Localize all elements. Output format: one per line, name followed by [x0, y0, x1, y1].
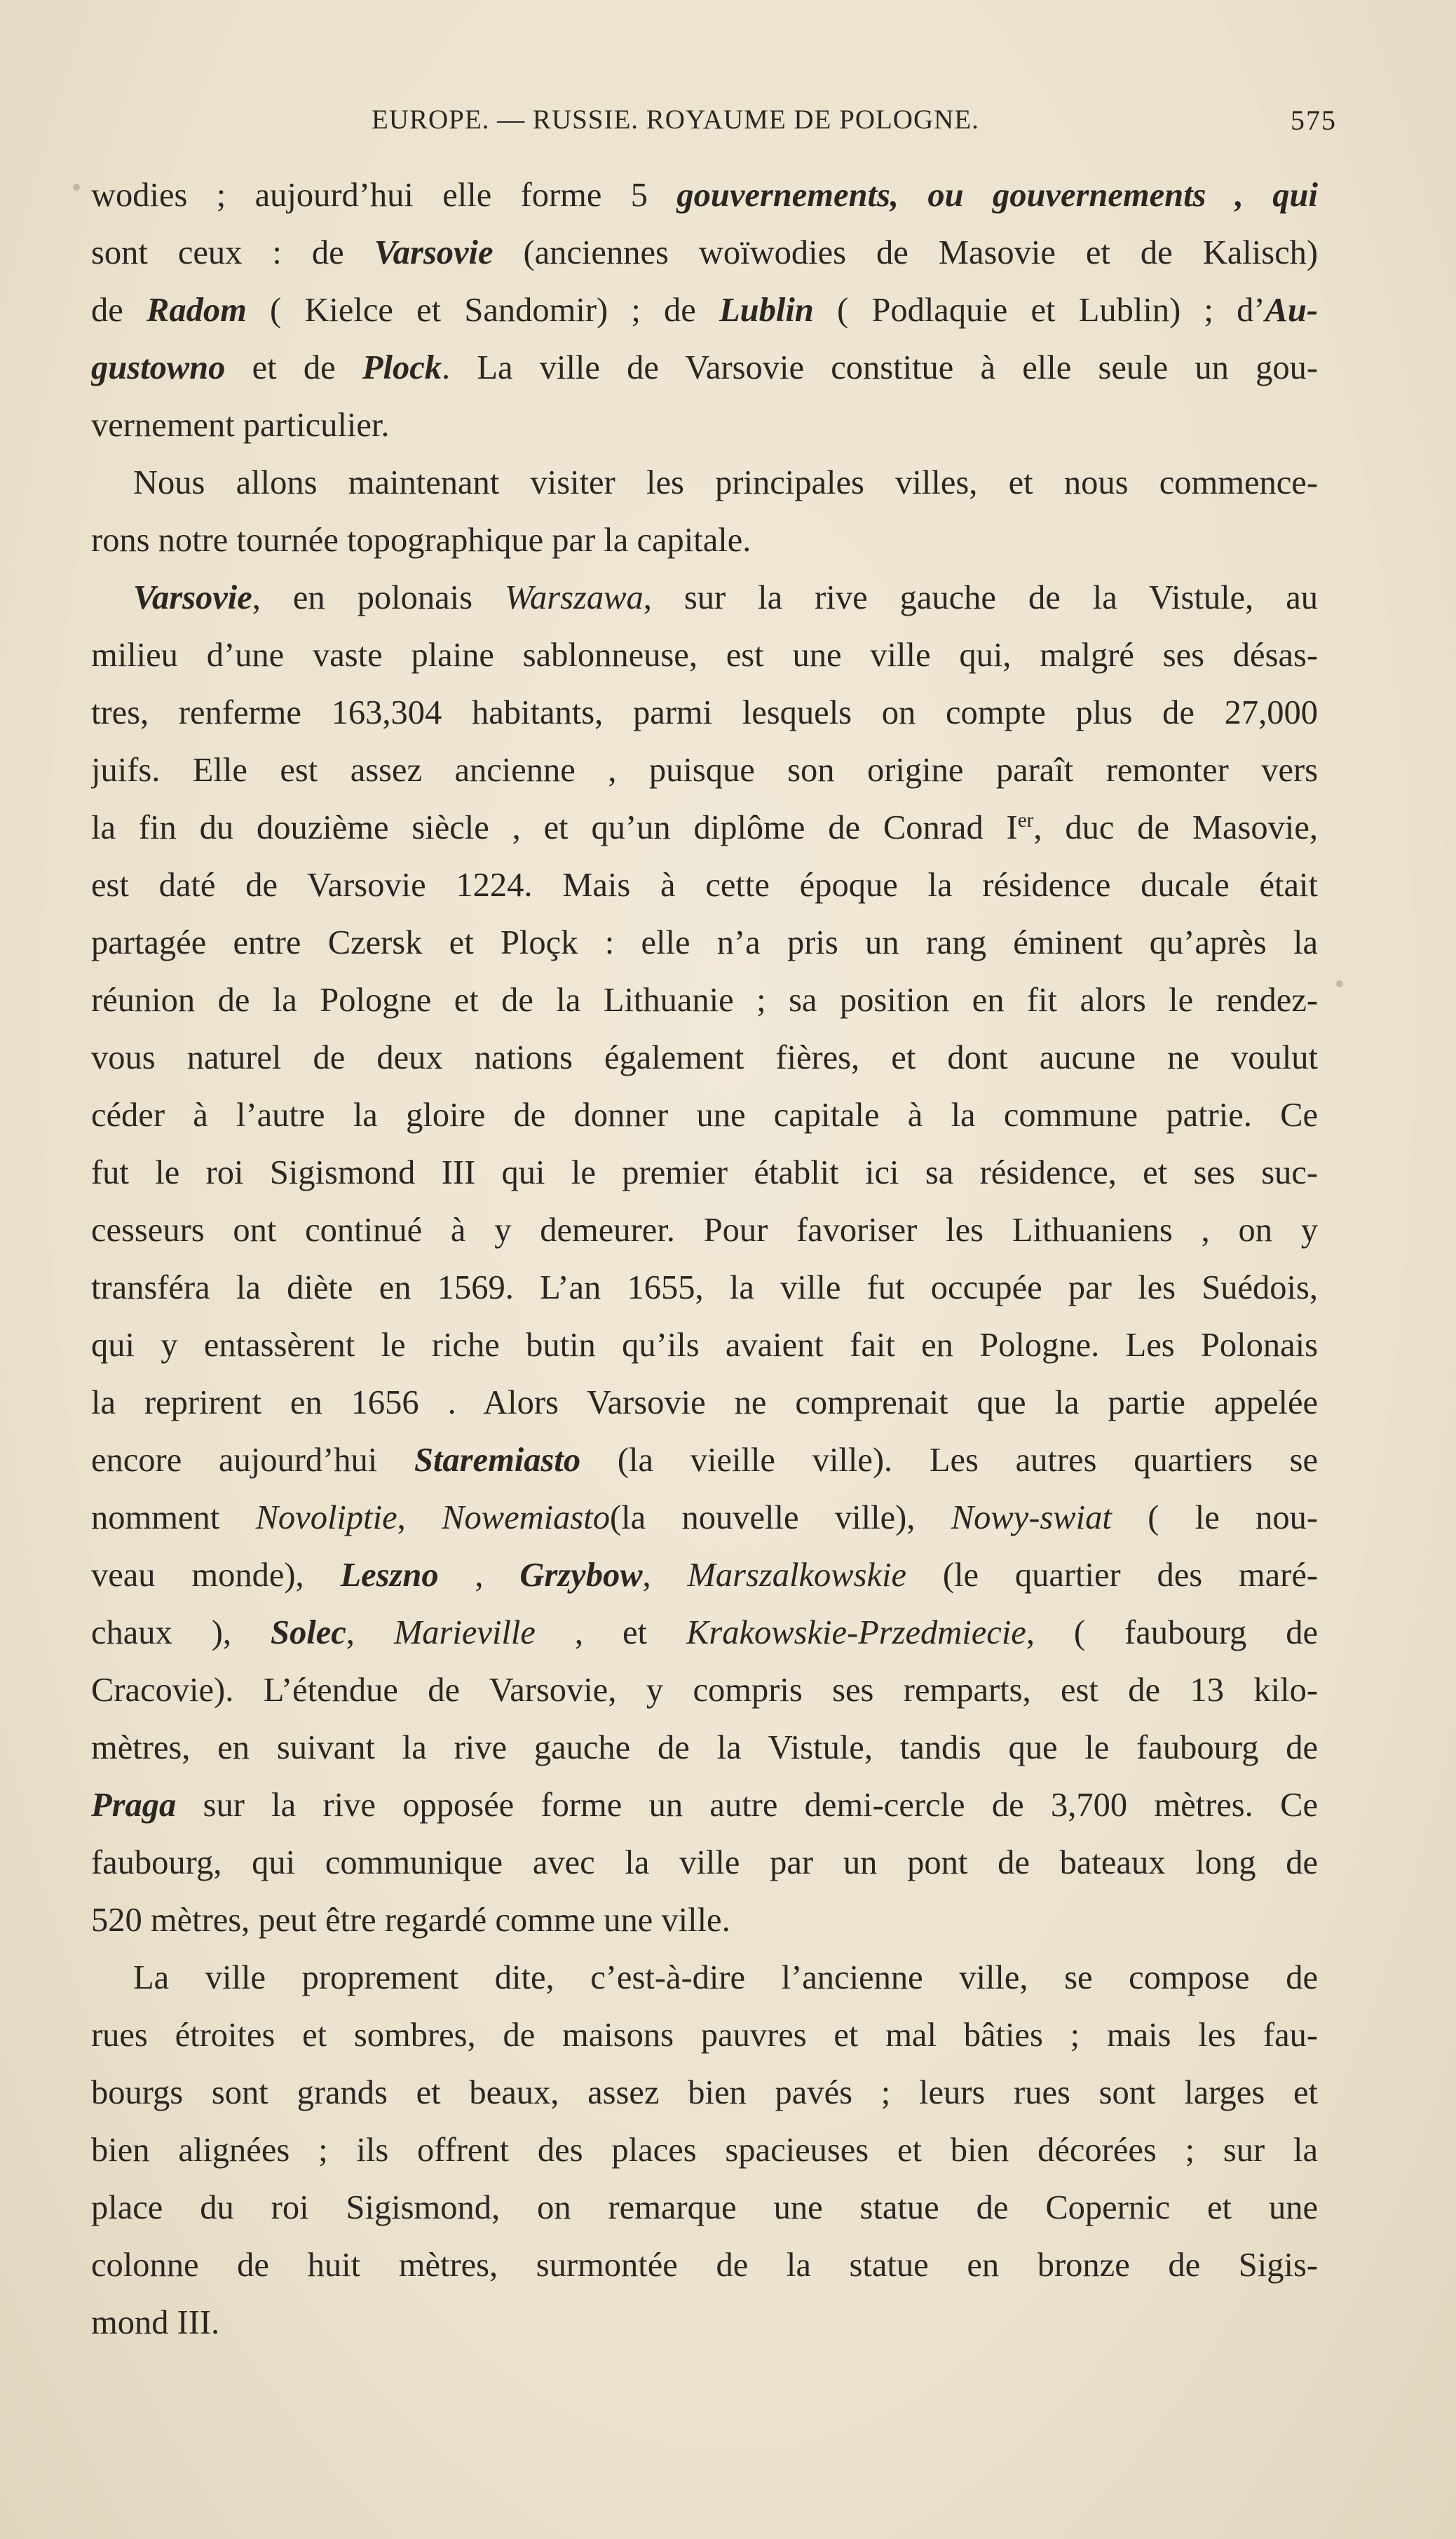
text-line: gustowno et de Plock. La ville de Varsovie constitue à elle seule un gou- [91, 349, 1318, 386]
text-line: de Radom ( Kielce et Sandomir) ; de Lublin ( Podlaquie et Lublin) ; d’Au- [91, 292, 1318, 329]
running-head [91, 104, 1337, 143]
text-line: encore aujourd’hui Staremiasto (la vieille ville). Les autres quartiers se [91, 1442, 1318, 1479]
text-line: chaux ), Solec, Marieville , et Krakowskie-Przedmiecie, ( faubourg de [91, 1614, 1318, 1651]
text-line: partagée entre Czersk et Ploçk : elle n’a pris un rang éminent qu’après la [91, 924, 1318, 961]
text-line: Cracovie). L’étendue de Varsovie, y compris ses remparts, est de 13 kilo- [91, 1672, 1318, 1709]
text-line: nomment Novoliptie, Nowemiasto(la nouvelle ville), Nowy-swiat ( le nou- [91, 1499, 1318, 1536]
text-line: 520 mètres, peut être regardé comme une ville. [91, 1902, 730, 1939]
text-line: fut le roi Sigismond III qui le premier établit ici sa résidence, et ses suc- [91, 1154, 1318, 1191]
text-line: réunion de la Pologne et de la Lithuanie ; sa position en fit alors le rendez- [91, 982, 1318, 1019]
text-line: la fin du douzième siècle , et qu’un diplôme de Conrad Ier, duc de Masovie, [91, 808, 1318, 846]
paper-speck [1336, 980, 1343, 987]
text-line: wodies ; aujourd’hui elle forme 5 gouvernements, ou gouvernements , qui [91, 177, 1318, 214]
text-line: transféra la diète en 1569. L’an 1655, la ville fut occupée par les Suédois, [91, 1269, 1318, 1306]
text-line: cesseurs ont continué à y demeurer. Pour favoriser les Lithuaniens , on y [91, 1212, 1318, 1249]
page-number: 575 [1291, 104, 1337, 136]
text-line: qui y entassèrent le riche butin qu’ils avaient fait en Pologne. Les Polonais [91, 1327, 1318, 1364]
text-line: juifs. Elle est assez ancienne , puisque son origine paraît remonter vers [91, 752, 1318, 789]
text-line: mond III. [91, 2304, 220, 2341]
text-line: colonne de huit mètres, surmontée de la statue en bronze de Sigis- [91, 2247, 1318, 2284]
text-line: veau monde), Leszno , Grzybow, Marszalkowskie (le quartier des maré- [91, 1557, 1318, 1594]
text-line: La ville proprement dite, c’est-à-dire l’ancienne ville, se compose de [133, 1959, 1318, 1996]
text-line: mètres, en suivant la rive gauche de la Vistule, tandis que le faubourg de [91, 1729, 1318, 1766]
text-line: sont ceux : de Varsovie (anciennes woïwodies de Masovie et de Kalisch) [91, 234, 1318, 271]
text-line: bien alignées ; ils offrent des places spacieuses et bien décorées ; sur la [91, 2132, 1318, 2169]
text-line: bourgs sont grands et beaux, assez bien pavés ; leurs rues sont larges et [91, 2074, 1318, 2111]
text-line: faubourg, qui communique avec la ville par un pont de bateaux long de [91, 1844, 1318, 1881]
text-body [91, 167, 1318, 2352]
text-line: rons notre tournée topographique par la capitale. [91, 522, 751, 559]
text-line: place du roi Sigismond, on remarque une statue de Copernic et une [91, 2189, 1318, 2226]
text-line: est daté de Varsovie 1224. Mais à cette époque la résidence ducale était [91, 867, 1318, 904]
paper-speck [73, 184, 80, 191]
text-line: milieu d’une vaste plaine sablonneuse, est une ville qui, malgré ses désas- [91, 637, 1318, 674]
text-line: vernement particulier. [91, 407, 390, 444]
text-line: la reprirent en 1656 . Alors Varsovie ne comprenait que la partie appelée [91, 1384, 1318, 1421]
running-title: EUROPE. — RUSSIE. ROYAUME DE POLOGNE. [372, 104, 979, 135]
text-line: Varsovie, en polonais Warszawa, sur la rive gauche de la Vistule, au [133, 579, 1318, 616]
text-line: Nous allons maintenant visiter les principales villes, et nous commence- [133, 464, 1318, 501]
text-line: tres, renferme 163,304 habitants, parmi lesquels on compte plus de 27,000 [91, 694, 1318, 731]
text-line: vous naturel de deux nations également fières, et dont aucune ne voulut [91, 1039, 1318, 1076]
text-line: Praga sur la rive opposée forme un autre demi-cercle de 3,700 mètres. Ce [91, 1787, 1318, 1824]
text-line: rues étroites et sombres, de maisons pauvres et mal bâties ; mais les fau- [91, 2017, 1318, 2054]
text-line: céder à l’autre la gloire de donner une capitale à la commune patrie. Ce [91, 1097, 1318, 1134]
